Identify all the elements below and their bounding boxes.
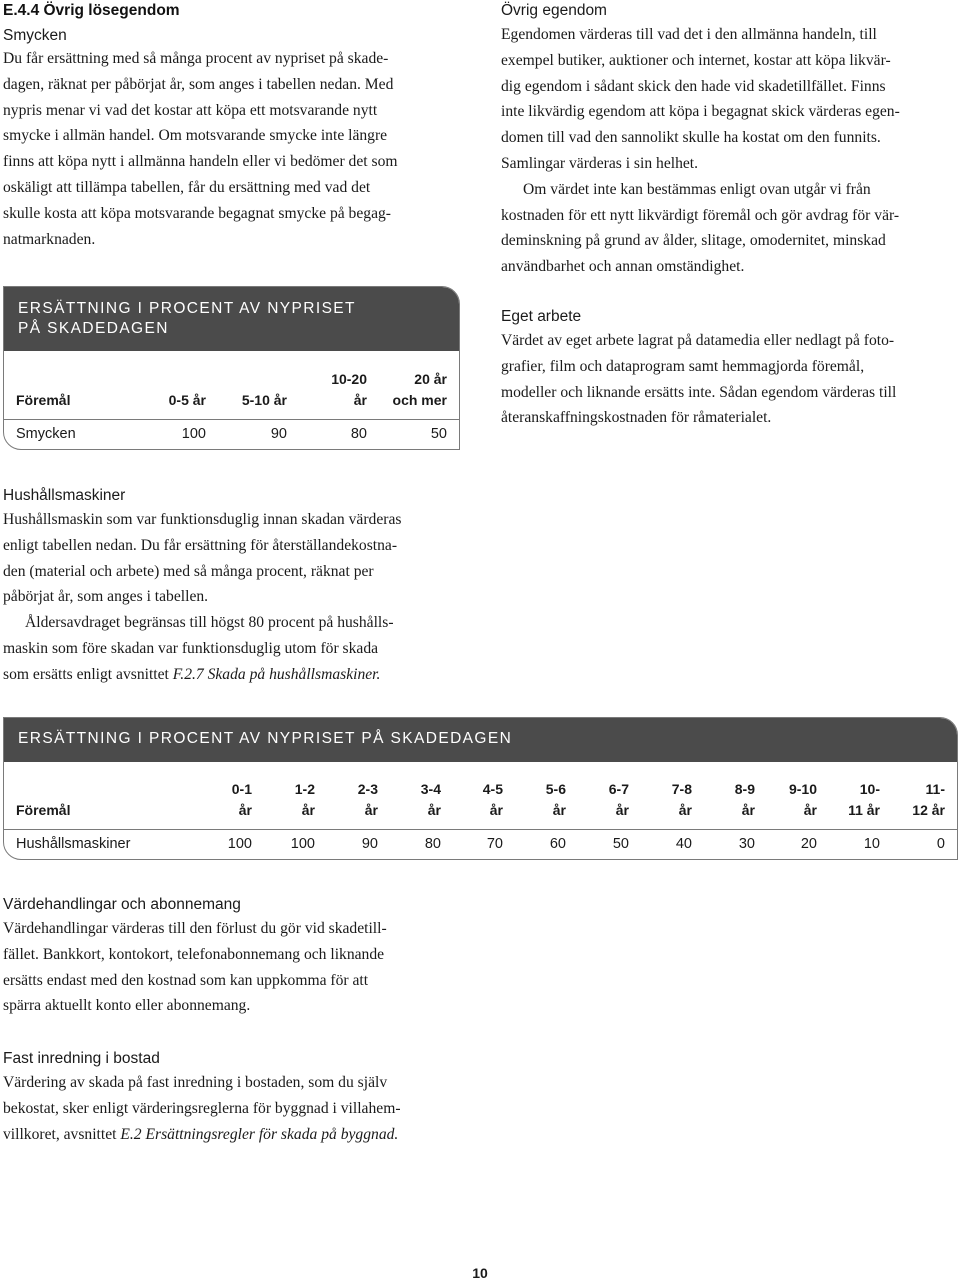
col-header: år: [489, 802, 503, 818]
table-cell: 60: [549, 836, 566, 852]
col-header: 8-9: [734, 781, 755, 797]
col-header: år: [364, 802, 378, 818]
col-header: 20 år: [414, 371, 447, 387]
text-line: återanskaffningskostnaden för råmaterialet.: [501, 409, 772, 427]
table-title-line: PÅ SKADEDAGEN: [18, 320, 169, 337]
text-line: inte likvärdig egendom att köpa i begagnat skick värderas egen-: [501, 103, 900, 121]
text-line: finns att köpa nytt i allmänna handeln eller vi bedömer det som: [3, 153, 398, 171]
text-line: Åldersavdraget begränsas till högst 80 procent på hushålls-: [25, 614, 394, 632]
table-cell: 100: [227, 836, 252, 852]
table-cell: 0: [936, 836, 945, 852]
text-line: deminskning på grund av ålder, slitage, omodernitet, minskad: [501, 232, 886, 250]
col-header: år: [427, 802, 441, 818]
text-line: Samlingar värderas i sin helhet.: [501, 154, 699, 172]
col-header: år: [803, 802, 817, 818]
table-cell: 70: [486, 836, 503, 852]
section-reference: E.2 Ersättningsregler för skada på byggnad.: [120, 1125, 399, 1143]
text-line: fället. Bankkort, kontokort, telefonabonnemang och liknande: [3, 945, 385, 963]
col-header-foremal: Föremål: [16, 392, 71, 408]
col-header: år: [353, 392, 367, 408]
row-label: Hushållsmaskiner: [16, 836, 131, 852]
text-line: dagen, räknat per påbörjat år, som anges i tabellen nedan. Med: [3, 75, 394, 93]
col-header: 10-: [859, 781, 880, 797]
varde-heading: Värdehandlingar och abonnemang: [3, 896, 241, 913]
table-divider: [4, 419, 459, 420]
text-line: bekostat, sker enligt värderingsreglerna för byggnad i villahem-: [3, 1099, 401, 1117]
text-line: maskin som före skadan var funktionsduglig utom för skada: [3, 639, 379, 657]
table-cell: 90: [270, 426, 287, 442]
col-header: 2-3: [357, 781, 378, 797]
text-line: den (material och arbete) med så många procent, räknat per: [3, 562, 374, 580]
text-line: Om värdet inte kan bestämmas enligt ovan utgår vi från: [523, 180, 871, 198]
col-header: år: [552, 802, 566, 818]
text-line: dig egendom i sådant skick den hade vid skadetillfället. Finns: [501, 77, 886, 95]
text-line: Du får ersättning med så många procent av nypriset på skade-: [3, 50, 389, 67]
text-line: påbörjat år, som anges i tabellen.: [3, 588, 209, 606]
text-line: enligt tabellen nedan. Du får ersättning för återställandekostna-: [3, 536, 398, 554]
text-line: natmarknaden.: [3, 230, 96, 248]
table-cell: 90: [361, 836, 378, 852]
table-title: [4, 718, 957, 762]
col-header: 9-10: [788, 781, 817, 797]
col-header: 0-5 år: [168, 392, 206, 408]
table-title-line: ERSÄTTNING I PROCENT AV NYPRISET PÅ SKADEDAGEN: [18, 730, 513, 747]
col-header: 5-10 år: [241, 392, 287, 408]
table-cell: 40: [675, 836, 692, 852]
text-line: Värdet av eget arbete lagrat på datamedia eller nedlagt på foto-: [501, 332, 895, 349]
ovrig-heading: Övrig egendom: [501, 2, 607, 19]
varde-text: [3, 916, 473, 1019]
hushallsmaskiner-table: [3, 717, 958, 860]
text-line: [3, 1122, 473, 1148]
eget-heading: Eget arbete: [501, 308, 582, 325]
table-title: [4, 287, 459, 351]
text-line: modeller och liknande ersätts inte. Sådan egendom värderas till: [501, 383, 897, 401]
col-header: år: [741, 802, 755, 818]
col-header: 4-5: [482, 781, 503, 797]
text-line: användbarhet och annan omständighet.: [501, 258, 745, 276]
text-line: [3, 662, 473, 688]
text-line: kostnaden för ett nytt likvärdigt föremål och gör avdrag för vär-: [501, 206, 900, 224]
col-header: och mer: [392, 392, 447, 408]
table-title-line: ERSÄTTNING I PROCENT AV NYPRISET: [18, 300, 356, 317]
smycken-heading: Smycken: [3, 27, 67, 44]
table-cell: 10: [863, 836, 880, 852]
table-cell: 30: [738, 836, 755, 852]
col-header: 5-6: [545, 781, 566, 797]
col-header: år: [238, 802, 252, 818]
col-header: 11-: [925, 781, 945, 797]
fast-heading: Fast inredning i bostad: [3, 1050, 160, 1067]
text-line: grafier, film och dataprogram samt hemmagjorda föremål,: [501, 357, 865, 375]
eget-text: [501, 328, 956, 431]
smycken-table: [3, 286, 460, 450]
col-header: 3-4: [420, 781, 441, 797]
col-header: 6-7: [608, 781, 629, 797]
text-line: oskäligt att tillämpa tabellen, får du ersättning med vad det: [3, 178, 371, 196]
table-divider: [4, 829, 957, 830]
text-span: som ersätts enligt avsnittet: [3, 665, 173, 683]
text-line: exempel butiker, auktioner och internet, kostar att köpa likvär-: [501, 51, 891, 69]
page-number: 10: [472, 1265, 488, 1281]
section-title: E.4.4 Övrig lösegendom: [3, 2, 180, 19]
text-line: skulle kosta att köpa motsvarande begagnat smycke på begag-: [3, 204, 391, 222]
text-line: domen till vad den sannolikt skulle ha kostat om den funnits.: [501, 129, 881, 147]
row-label: Smycken: [16, 426, 76, 442]
col-header: 1-2: [294, 781, 315, 797]
col-header: år: [615, 802, 629, 818]
hush-heading: Hushållsmaskiner: [3, 487, 126, 504]
table-cell: 50: [430, 426, 447, 442]
text-line: spärra aktuellt konto eller abonnemang.: [3, 997, 251, 1015]
ovrig-text: [501, 22, 956, 280]
section-reference: F.2.7 Skada på hushållsmaskiner.: [172, 665, 381, 683]
text-line: Egendomen värderas till vad det i den allmänna handeln, till: [501, 26, 877, 43]
col-header: 0-1: [231, 781, 252, 797]
text-span: villkoret, avsnittet: [3, 1125, 121, 1143]
table-cell: 100: [290, 836, 315, 852]
col-header: 7-8: [671, 781, 692, 797]
col-header: år: [678, 802, 692, 818]
col-header: 11 år: [848, 802, 880, 818]
text-line: Värdering av skada på fast inredning i bostaden, som du själv: [3, 1074, 388, 1091]
text-line: smycke i allmän handel. Om motsvarande smycke inte längre: [3, 127, 388, 145]
text-line: Hushållsmaskin som var funktionsduglig innan skadan värderas: [3, 511, 402, 528]
table-cell: 20: [800, 836, 817, 852]
smycken-text: [3, 46, 463, 252]
fast-text: [3, 1070, 473, 1147]
text-line: Värdehandlingar värderas till den förlust du gör vid skadetill-: [3, 920, 387, 937]
col-header: 12 år: [912, 802, 945, 818]
hush-text: [3, 507, 473, 688]
col-header-foremal: Föremål: [16, 802, 71, 818]
table-cell: 80: [424, 836, 441, 852]
table-cell: 100: [181, 426, 206, 442]
table-cell: 80: [350, 426, 367, 442]
text-line: ersätts endast med den kostnad som kan uppkomma för att: [3, 971, 369, 989]
col-header: 10-20: [331, 371, 367, 387]
col-header: år: [301, 802, 315, 818]
table-cell: 50: [612, 836, 629, 852]
text-line: nypris menar vi vad det kostar att köpa ett motsvarande nytt: [3, 101, 378, 119]
